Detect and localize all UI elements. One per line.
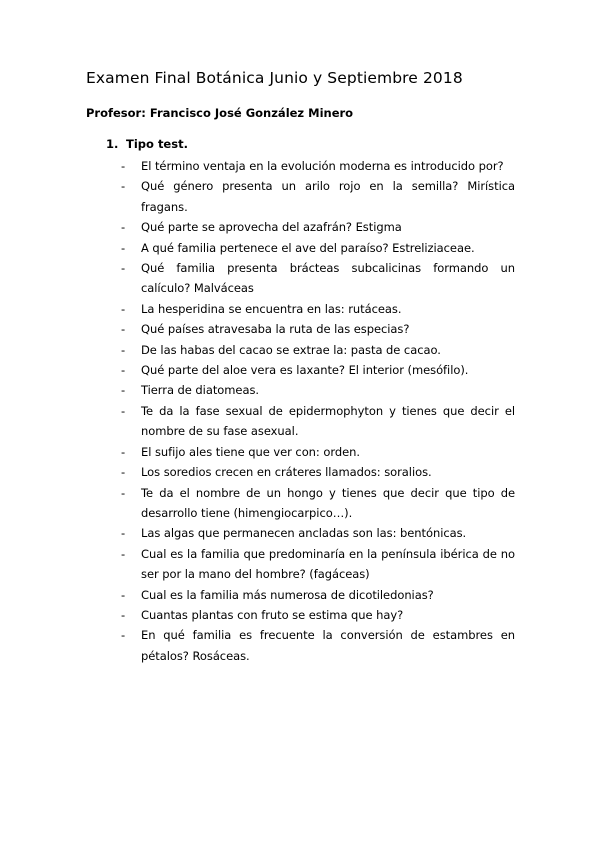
dash-bullet: - — [121, 526, 126, 541]
dash-bullet: - — [121, 159, 126, 173]
question-item — [0, 442, 599, 462]
dash-bullet: - — [121, 403, 126, 418]
dash-bullet: - — [121, 444, 126, 459]
dash-bullet: - — [121, 342, 126, 357]
question-text: Tierra de diatomeas. — [141, 383, 259, 398]
question-text: Cuantas plantas con fruto se estima que hay? — [141, 607, 404, 622]
question-item — [0, 483, 599, 524]
question-text: Qué familia presenta brácteas subcalicinas formando un calículo? Malváceas — [141, 261, 515, 296]
question-text: El término ventaja en la evolución moderna es introducido por? — [141, 159, 504, 173]
dash-bullet: - — [121, 485, 126, 500]
section-heading — [106, 137, 188, 151]
question-item — [0, 156, 599, 176]
question-text: En qué familia es frecuente la conversión de estambres en pétalos? Rosáceas. — [141, 628, 515, 663]
question-item — [0, 299, 599, 319]
question-list — [0, 156, 599, 666]
dash-bullet: - — [121, 587, 126, 602]
question-text: Qué género presenta un arilo rojo en la semilla? Mirística fragans. — [141, 179, 515, 214]
document-title: Examen Final Botánica Junio y Septiembre 2018 — [86, 69, 463, 87]
dash-bullet: - — [121, 383, 126, 398]
question-item — [0, 340, 599, 360]
dash-bullet: - — [121, 465, 126, 480]
dash-bullet: - — [121, 546, 126, 561]
question-text: Cual es la familia más numerosa de dicotiledonias? — [141, 587, 434, 602]
question-text: Te da el nombre de un hongo y tienes que decir que tipo de desarrollo tiene (himengiocarpico…). — [141, 485, 515, 520]
question-text: A qué familia pertenece el ave del paraíso? Estreliziaceae. — [141, 240, 475, 255]
dash-bullet: - — [121, 322, 126, 337]
question-text: Qué parte se aprovecha del azafrán? Estigma — [141, 220, 402, 235]
section-number: 1. — [106, 137, 119, 151]
question-item — [0, 319, 599, 339]
question-item — [0, 217, 599, 237]
question-item — [0, 238, 599, 258]
question-item — [0, 360, 599, 380]
question-item — [0, 401, 599, 442]
dash-bullet: - — [121, 261, 126, 276]
question-text: Los soredios crecen en cráteres llamados: soralios. — [141, 465, 432, 480]
question-text: La hesperidina se encuentra en las: rutáceas. — [141, 301, 402, 316]
dash-bullet: - — [121, 179, 126, 194]
question-text: Te da la fase sexual de epidermophyton y tienes que decir el nombre de su fase asexual. — [141, 403, 515, 439]
question-item — [0, 544, 599, 585]
dash-bullet: - — [121, 607, 126, 622]
question-item — [0, 585, 599, 605]
question-item — [0, 258, 599, 299]
question-item — [0, 380, 599, 400]
dash-bullet: - — [121, 363, 126, 378]
dash-bullet: - — [121, 301, 126, 316]
dash-bullet: - — [121, 240, 126, 255]
question-item — [0, 625, 599, 666]
question-text: De las habas del cacao se extrae la: pasta de cacao. — [141, 342, 441, 357]
dash-bullet: - — [121, 220, 126, 235]
question-text: Qué países atravesaba la ruta de las especias? — [141, 322, 410, 337]
question-text: Las algas que permanecen ancladas son las: bentónicas. — [141, 526, 467, 541]
dash-bullet: - — [121, 628, 126, 643]
section-title: Tipo test. — [126, 137, 188, 151]
professor-line: Profesor: Francisco José González Minero — [86, 106, 354, 120]
question-text: El sufijo ales tiene que ver con: orden. — [141, 444, 360, 459]
question-item — [0, 523, 599, 543]
question-item — [0, 605, 599, 625]
question-item — [0, 462, 599, 482]
question-item — [0, 176, 599, 217]
question-text: Cual es la familia que predominaría en la península ibérica de no ser por la mano del hombre? (fagáceas) — [141, 546, 515, 582]
question-text: Qué parte del aloe vera es laxante? El interior (mesófilo). — [141, 363, 469, 378]
